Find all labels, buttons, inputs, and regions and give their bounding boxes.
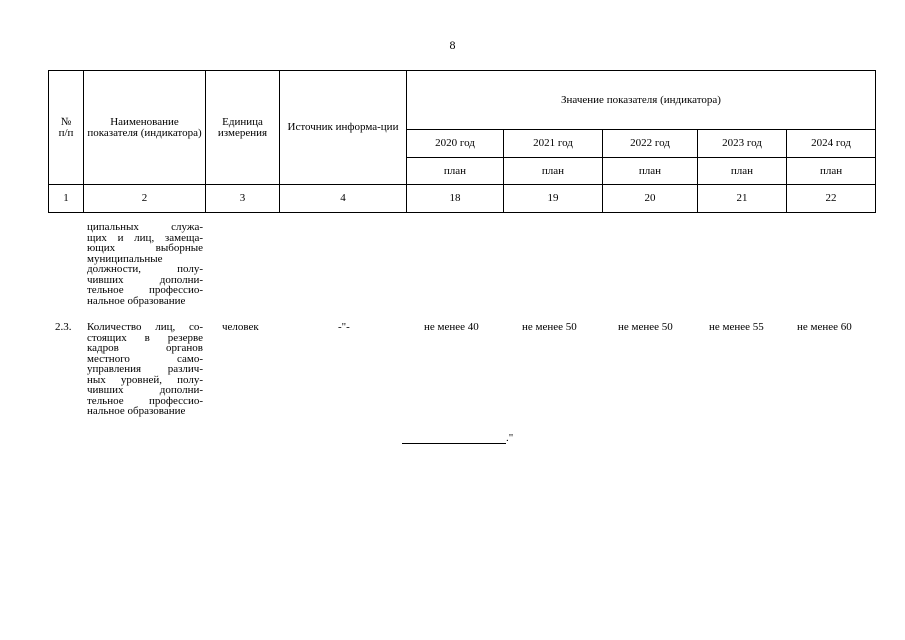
column-number: 19 (504, 185, 603, 213)
column-number: 21 (698, 185, 787, 213)
text-line: местного само- (87, 352, 203, 365)
header-plan: план (787, 158, 876, 185)
text-line: должности, полу- (87, 263, 203, 275)
closing-mark: ." (506, 432, 514, 444)
header-source: Источник информа-ции (280, 71, 407, 185)
closing-line (402, 432, 513, 444)
header-number: № п/п (49, 71, 84, 185)
column-number: 2 (84, 185, 206, 213)
text-line: Количество лиц, со- (87, 321, 203, 333)
header-plan: план (407, 158, 504, 185)
header-year: 2024 год (787, 130, 876, 158)
continuation-text (87, 222, 203, 306)
text-line: тельное профессио- (87, 284, 203, 296)
text-line: ных уровней, полу- (87, 373, 203, 386)
column-number: 20 (603, 185, 698, 213)
header-indicator-name: Наименование показателя (индикатора) (84, 71, 206, 185)
text-line: нальное образование (87, 294, 186, 307)
text-line: стоящих в резерве (87, 331, 203, 344)
row-number: 2.3. (55, 321, 72, 333)
header-value: Значение показателя (индикатора) (407, 71, 876, 130)
row-unit: человек (222, 321, 259, 333)
column-number: 1 (49, 185, 84, 213)
page-number: 8 (449, 38, 456, 52)
header-plan: план (698, 158, 787, 185)
text-line: кадров органов (87, 342, 203, 354)
row-value-2020: не менее 40 (424, 321, 479, 333)
row-value-2023: не менее 55 (709, 321, 764, 333)
row-value-2021: не менее 50 (522, 321, 577, 333)
header-year: 2022 год (603, 130, 698, 158)
header-year: 2020 год (407, 130, 504, 158)
header-year: 2021 год (504, 130, 603, 158)
header-plan: план (603, 158, 698, 185)
text-line: чивших дополни- (87, 384, 203, 396)
signature-rule (402, 433, 506, 444)
text-line: чивших дополни- (87, 273, 203, 286)
row-source: -"- (338, 321, 350, 333)
header-plan: план (504, 158, 603, 185)
text-line: нальное образование (87, 405, 186, 417)
row-indicator-name (87, 322, 203, 417)
column-number: 4 (280, 185, 407, 213)
row-value-2022: не менее 50 (618, 321, 673, 333)
column-number: 22 (787, 185, 876, 213)
text-line: управления различ- (87, 363, 203, 375)
column-number: 18 (407, 185, 504, 213)
indicator-table-header (48, 70, 876, 213)
text-line: ципальных служа- (87, 221, 203, 233)
column-number: 3 (206, 185, 280, 213)
text-line: ющих выборные (87, 242, 203, 254)
text-line: тельное профессио- (87, 394, 203, 407)
header-unit: Единица измерения (206, 71, 280, 185)
text-line: муниципальные (87, 252, 163, 265)
header-year: 2023 год (698, 130, 787, 158)
row-value-2024: не менее 60 (797, 321, 852, 333)
text-line: щих и лиц, замеща- (87, 231, 203, 244)
